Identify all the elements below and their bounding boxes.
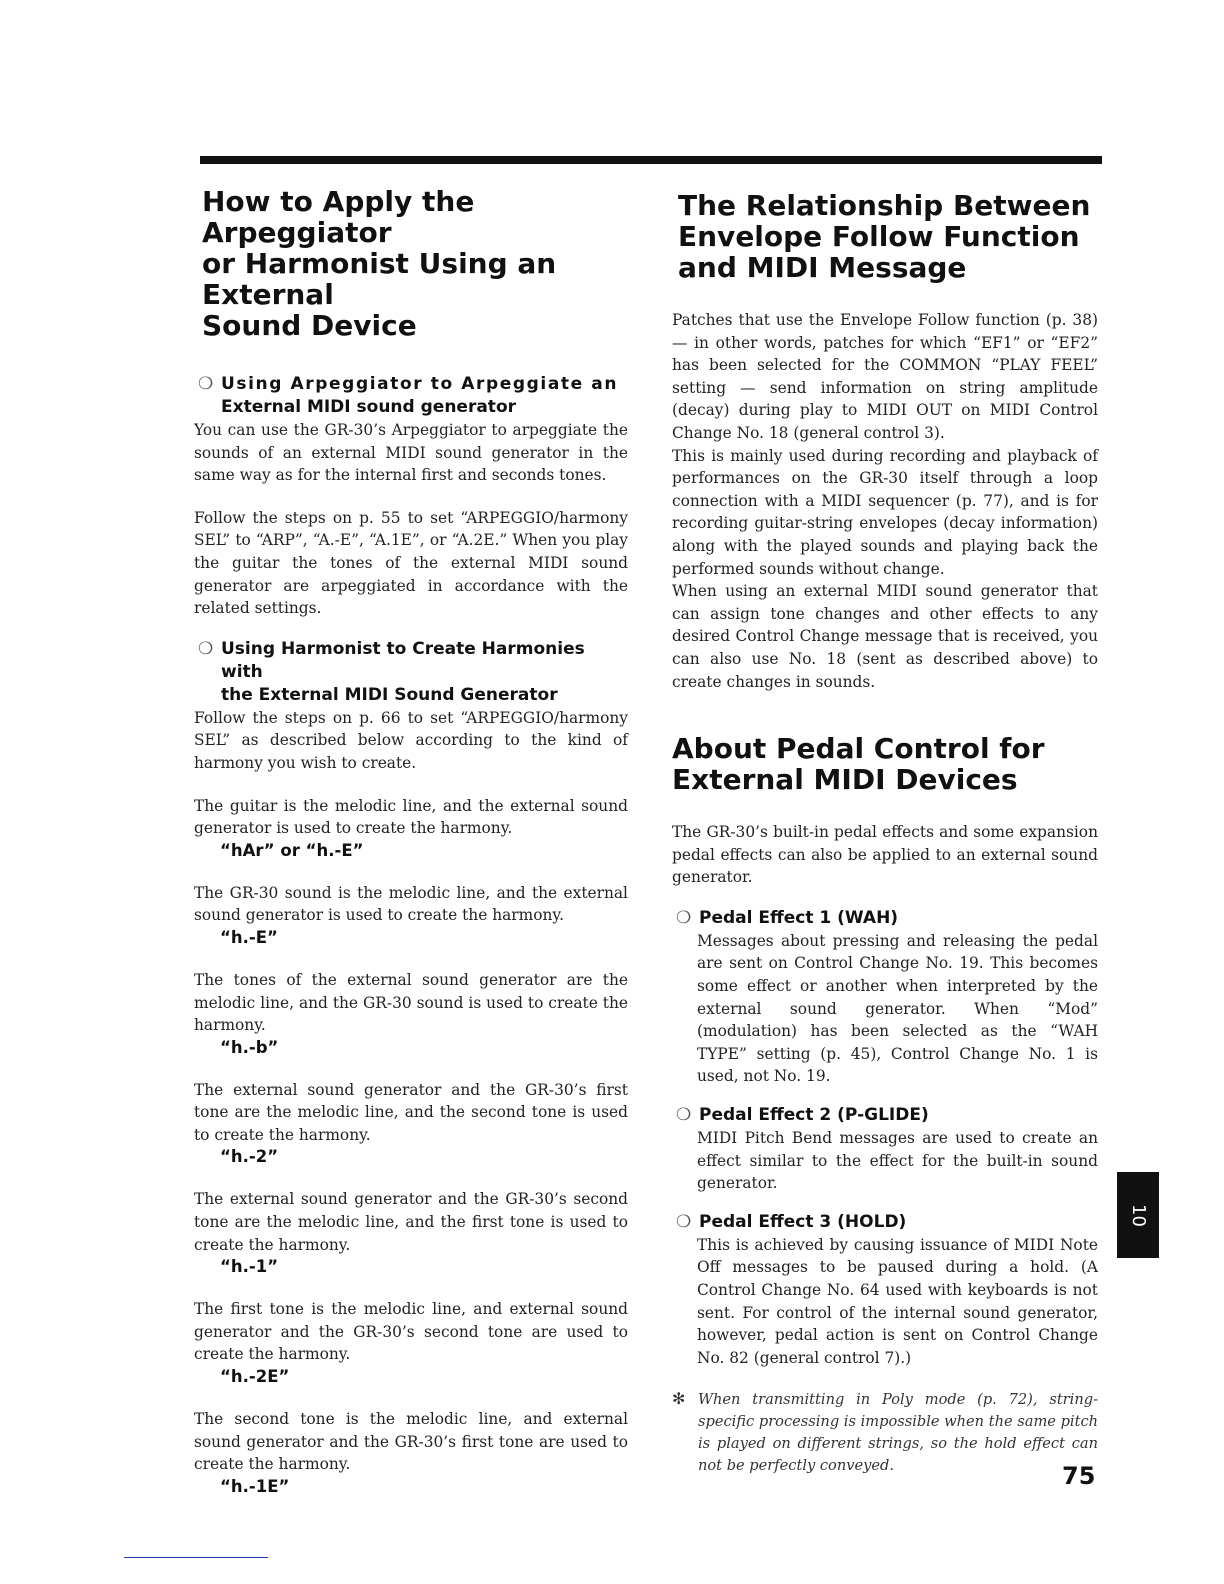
option-description: The first tone is the melodic line, and external sound generator and the GR-30’s second tone are used to create the harmony. — [194, 1300, 628, 1364]
left-column — [194, 186, 628, 1498]
top-rule — [200, 156, 1102, 164]
option-value: “h.-1E” — [220, 1476, 290, 1496]
envelope-paragraph-2: This is mainly used during recording and playback of performances on the GR-30 itself through a loop connection with a MIDI sequencer (p. 77), and is for recording guitar-string envelopes (decay information) along with the played sounds and playing back the performed sounds without change. — [672, 446, 1098, 578]
asterisk-icon: ✻ — [672, 1389, 686, 1409]
pedal-effect-text: Messages about pressing and releasing the pedal are sent on Control Change No. 19. This becomes some effect or another when interpreted by the external sound generator. When “Mod” (modulation) has been selected as the “WAH TYPE” setting (p. 45), Control Change No. 1 is used, not No. 19. — [697, 931, 1098, 1086]
bottom-link-underline — [124, 1557, 268, 1558]
footnote — [672, 1389, 1098, 1477]
option-value: “h.-E” — [220, 927, 278, 947]
circle-bullet-icon: ❍ — [676, 907, 692, 928]
option-description: The GR-30 sound is the melodic line, and the external sound generator is used to create the harmony. — [194, 883, 628, 925]
section-title-envelope-follow: The Relationship Between Envelope Follow Function and MIDI Message — [678, 189, 1091, 284]
subheading-harmonist: ❍ Using Harmonist to Create Harmonies with the External MIDI Sound Generator — [198, 638, 585, 705]
pedal-effect-heading: ❍ Pedal Effect 3 (HOLD) — [676, 1211, 907, 1232]
option-value: “hAr” or “h.-E” — [220, 840, 364, 860]
circle-bullet-icon: ❍ — [676, 1211, 692, 1232]
option-description: The external sound generator and the GR-30’s first tone are the melodic line, and the second tone is used to create the harmony. — [194, 1080, 628, 1144]
envelope-paragraph-3: When using an external MIDI sound generator that can assign tone changes and other effects to any desired Control Change message that is received, you can also use No. 18 (sent as described above) to create changes in sounds. — [672, 582, 1098, 691]
circle-bullet-icon: ❍ — [676, 1105, 692, 1126]
option-description: The guitar is the melodic line, and the external sound generator is used to create the harmony. — [194, 796, 628, 838]
option-description: The tones of the external sound generator are the melodic line, and the GR-30 sound is used to create the harmony. — [194, 970, 628, 1035]
chapter-tab — [1117, 1172, 1159, 1258]
right-column — [672, 190, 1098, 1477]
option-description: The second tone is the melodic line, and external sound generator and the GR-30’s first tone are used to create the harmony. — [194, 1410, 628, 1474]
arpeggiator-paragraph-2: Follow the steps on p. 55 to set “ARPEGGIO/harmony SEL” to “ARP”, “A.-E”, “A.1E”, or “A.2E.” When you play the guitar the tones of the external MIDI sound generator are arpeggiated in accordance with the related settings. — [194, 508, 628, 618]
pedal-effect-heading: ❍ Pedal Effect 2 (P-GLIDE) — [676, 1105, 929, 1126]
harmonist-paragraph-1: Follow the steps on p. 66 to set “ARPEGGIO/harmony SEL” as described below according to the kind of harmony you wish to create. — [194, 708, 628, 772]
pedal-effect-text: This is achieved by causing issuance of MIDI Note Off messages to be paused during a hold. (A Control Change No. 64 used with keyboards is not sent. For control of the internal sound generator, however, pedal action is sent on Control Change No. 82 (general control 7).) — [697, 1235, 1098, 1367]
pedal-effect-2 — [672, 1104, 1098, 1195]
pedal-effect-heading: ❍ Pedal Effect 1 (WAH) — [676, 907, 899, 928]
footnote-text: When transmitting in Poly mode (p. 72), string-specific processing is impossible when the same pitch is played on different strings, so the hold effect can not be perfectly conveyed. — [698, 1391, 1099, 1475]
pedal-effect-1 — [672, 907, 1098, 1088]
section-title-arpeggiator-harmonist: How to Apply the Arpeggiator or Harmonist Using an External Sound Device — [202, 185, 557, 342]
option-value: “h.-b” — [220, 1037, 279, 1057]
pedal-effect-3 — [672, 1211, 1098, 1370]
circle-bullet-icon: ❍ — [198, 638, 214, 659]
pedal-effect-text: MIDI Pitch Bend messages are used to create an effect similar to the effect for the built-in sound generator. — [697, 1129, 1098, 1193]
circle-bullet-icon: ❍ — [198, 374, 215, 394]
option-value: “h.-2E” — [220, 1367, 290, 1387]
section-title-pedal-control: About Pedal Control for External MIDI Devices — [672, 732, 1045, 797]
option-value: “h.-2” — [220, 1147, 279, 1167]
chapter-number: 10 — [1127, 1203, 1149, 1227]
page-number: 75 — [1062, 1462, 1096, 1490]
arpeggiator-paragraph-1: You can use the GR-30’s Arpeggiator to arpeggiate the sounds of an external MIDI sound generator in the same way as for the internal first and seconds tones. — [194, 421, 628, 485]
envelope-paragraph-1: Patches that use the Envelope Follow function (p. 38) — in other words, patches for which “EF1” or “EF2” has been selected for the COMMON “PLAY FEEL” setting — send information on string amplitude (decay) during play to MIDI OUT on MIDI Control Change No. 18 (general control 3). — [672, 311, 1098, 442]
subheading-arpeggiator: ❍ Using Arpeggiator to Arpeggiate an External MIDI sound generator — [198, 374, 619, 417]
pedal-intro-paragraph: The GR-30’s built-in pedal effects and some expansion pedal effects can also be applied to an external sound generator. — [672, 823, 1098, 887]
option-value: “h.-1” — [220, 1257, 279, 1277]
option-description: The external sound generator and the GR-30’s second tone are the melodic line, and the first tone is used to create the harmony. — [194, 1190, 628, 1254]
